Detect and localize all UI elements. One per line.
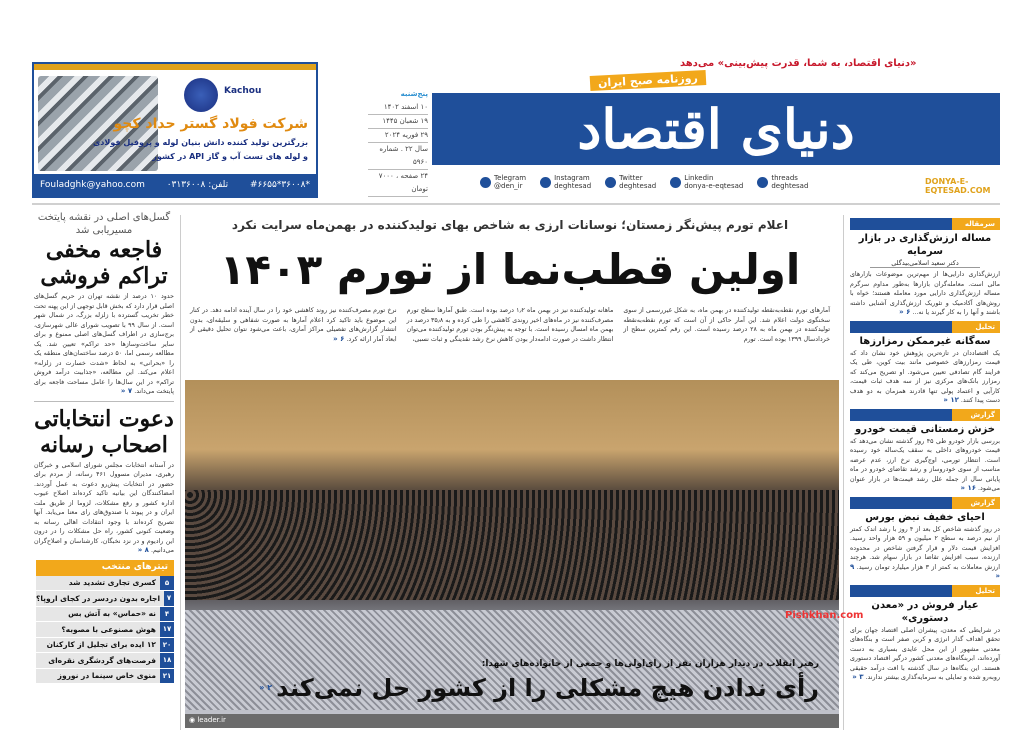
headline-text: ۱۲ ایده برای تجلیل از کارکنان [46, 640, 156, 650]
section-label: گزارش [952, 409, 1000, 421]
telegram-icon [480, 177, 491, 188]
masthead-tagline: روزنامه صبح ایران [590, 70, 706, 91]
side-story-page-ref[interactable]: ۱۶ « [960, 484, 977, 492]
side-story-page-ref[interactable]: ۹ « [850, 562, 1000, 580]
ad-top-bar [34, 64, 316, 70]
newspaper-logo: دنیای اقتصاد [577, 97, 855, 161]
instagram-icon [540, 177, 551, 188]
headline-text: هوش مصنوعی با مصوبه؟ [61, 624, 156, 634]
social-name: Linkedin [684, 174, 714, 182]
headline-text: کسری تجاری تشدید شد [68, 578, 156, 588]
ad-line-2: و لوله های تست آب و گاز API در کشور [152, 152, 308, 161]
social-twitter[interactable] [605, 174, 656, 190]
side-story-headline[interactable]: سه‌گانه غیرممکن رمزارزها [859, 335, 991, 347]
story1-headline[interactable]: فاجعه مخفی تراکم فروشی [40, 237, 168, 289]
headline-text: منوی خاص سینما در نوروز [57, 671, 156, 681]
main-column-2: ماهانه تولیدکننده نیز در بهمن ماه ۱٫۲ درصد بوده است. طبق آمارها سطح تورم مصرف‌کننده نیز در ماه‌های اخیر روندی کاهشی را طی کرده و به ۳۵٫۸ درصد در بهمن ماه امسال رسیده است. با توجه به پیش‌نگر بودن تورم تولیدکننده می‌توان انتظار داشت در صورت ادامه‌دار بودن کاهش نرخ رشد نقدینگی و ثبات نسبی، [406, 307, 614, 343]
story1-kicker: گسل‌های اصلی در نقشه پایتخت مسیریابی شد [37, 212, 171, 236]
section-label: تحلیل [952, 585, 1000, 597]
lunar-date: ۱۹ شعبان ۱۴۴۵ [368, 115, 428, 129]
website-link[interactable]: DONYA-E-EQTESAD.COM [925, 177, 991, 195]
side-story-body [850, 270, 1000, 318]
solar-date: ۱۰ اسفند ۱۴۰۲ [368, 101, 428, 115]
social-handle: deghtesad [554, 182, 592, 190]
side-story [850, 218, 1000, 318]
social-name: Telegram [494, 174, 527, 182]
page-number: ۴ [160, 607, 174, 622]
side-story [850, 321, 1000, 406]
kachou-globe-logo-icon [184, 78, 218, 112]
author: دکتر سعید اسلامی‌بیدگلی [870, 259, 980, 268]
headline-text: نه «حماس» به آتش بس [68, 609, 156, 619]
side-story-body-text: بررسی بازار خودرو طی ۴۵ روز گذشته نشان می‌دهد که قیمت خودروهای داخلی به سقف یک‌ساله خود رسیده است. انتظار تورمی، اوج‌گیری نرخ ارز، عدم عرضه مناسب از سوی خودروساز و رشد تقاضای خودرو در ماه پایانی سال از جمله علل رشد قیمت‌ها در بازار عنوان می‌شود. [850, 437, 1001, 492]
page-number: ۱۸ [160, 653, 174, 668]
headline-text: اجاره بدون دردسر در کجای اروپا؟ [36, 593, 161, 603]
section-bar [850, 497, 1000, 509]
ad-phone: تلفن: ۰۳۱۳۶۰۰۸ [166, 180, 229, 190]
side-story [850, 585, 1000, 683]
watermark: Pishkhan.com [785, 610, 864, 621]
social-instagram[interactable] [540, 174, 591, 190]
selected-headlines [36, 560, 174, 685]
main-photo[interactable] [185, 380, 864, 728]
section-bar [850, 218, 1000, 230]
story2-body [34, 461, 174, 556]
gregorian-date: ۲۹ فوریه ۲۰۲۴ [368, 129, 428, 143]
side-story-headline[interactable]: عیار فروش در «معدن دستوری» [871, 599, 979, 624]
section-bar-fill [850, 585, 952, 597]
photo-headline[interactable] [259, 673, 819, 703]
side-story-headline[interactable]: خزش زمستانی قیمت خودرو [854, 423, 995, 435]
side-story-body [850, 626, 1000, 683]
social-handle: deghtesad [771, 182, 809, 190]
section-bar-fill [850, 218, 952, 230]
social-name: Instagram [554, 174, 590, 182]
page-number: ۵ [160, 576, 174, 591]
crowd-image [185, 490, 839, 600]
side-story-body-text: در روز گذشته شاخص کل بعد از ۴ روز با رشد اندک کمتر از نیم درصد به سطح ۲ میلیون و ۵۹ هزار واحد رسید. افزایش قیمت دلار و قرار گرفتن شاخص در محدوده ارزنده، سبب افزایش تقاضا در بازار سهام شد. هرچند ارزش معاملات به کمتر از ۳ هزار میلیارد تومان رسید. [850, 525, 1000, 571]
column-rule [180, 215, 181, 730]
main-headline[interactable]: اولین قطب‌نما از تورم ۱۴۰۳ [219, 245, 801, 294]
story2-body-text: در آستانه انتخابات مجلس شورای اسلامی و خبرگان رهبری، مدیران مسوول ۴۶۱ رسانه، از مردم برای حضور در انتخابات پیش‌رو دعوت به عمل آوردند. امضاکنندگان این بیانیه تاکید کرده‌اند اصلاح عیوب اداره کشور و رفع مشکلات، لزوما از طریق ملت ایران و در پیوند با صندوق‌های رای معنا می‌یابد. آنها تصریح کرده‌اند با وجود انتقادات اهالی رسانه به وضعیت کنونی کشور، راه حل مشکلات را در درون این رادیوم و در نزد نخبگان، کارشناسان و اصلاح‌گران می‌دانیم. [34, 461, 174, 554]
ad-company-name: شرکت فولاد گستر حداد کچو [113, 116, 308, 132]
page-number: ۷ [164, 591, 174, 606]
ad-code: #۶۶۵۵*۳۶۰۰۸* [249, 180, 310, 190]
photo-headline-text: رأی ندادن هیچ مشکلی را از کشور حل نمی‌کند [276, 674, 819, 702]
selected-headline-item[interactable] [36, 576, 174, 592]
page-number: ۱۷ [160, 622, 174, 637]
side-story-page-ref[interactable]: ۳ « [852, 673, 864, 681]
social-name: threads [771, 174, 798, 182]
photo-credit-text: leader.ir [197, 716, 226, 724]
selected-headline-item[interactable] [36, 622, 174, 638]
section-bar-fill [850, 321, 952, 333]
side-story-page-ref[interactable]: ۱۲ « [943, 396, 959, 404]
selected-headlines-title: تیترهای منتخب [36, 560, 174, 576]
main-kicker: اعلام تورم پیش‌نگر زمستان؛ نوسانات ارزی به شاخص بهای تولیدکننده در بهمن‌ماه سرایت نکرد [231, 218, 789, 232]
social-handle: deghtesad [619, 182, 657, 190]
social-linkedin[interactable] [670, 174, 743, 190]
section-label: گزارش [952, 497, 1000, 509]
selected-headline-item[interactable] [36, 607, 174, 623]
section-bar [850, 321, 1000, 333]
section-bar [850, 585, 1000, 597]
story1-body-text: حدود ۱۰ درصد از نقشه تهران در حریم گسل‌های اصلی قرار دارد که بخش قابل توجهی از این پهنه تحت خطر تخریب گسترده با زلزله بزرگ، در شمال شهر است. از سال ۹۹ با تصویب شورای عالی شهرسازی، برج‌سازی در اطراف گسل‌های اصلی ممنوع و برای سایر ساخت‌وسازها «حد تراکم» تعیین شد. یک مطالعه رسمی اما، ۵۰ درصد ساختمان‌های منطقه یک را «بحرانی» به لحاظ «شدت خسارت در زلزله» اعلام می‌کند. این مطالعه، «جذابیت درآمد فروش تراکم» در این سال‌ها را عامل مساحت فاجعه برای پایتخت می‌داند. [34, 293, 174, 395]
story2-headline[interactable]: دعوت انتخاباتی اصحاب رسانه [34, 405, 174, 458]
story2-page-ref[interactable]: ۸ « [137, 546, 149, 554]
masthead-divider [32, 203, 1000, 205]
social-telegram[interactable] [480, 174, 526, 190]
side-story-body [850, 349, 1000, 406]
side-story-body [850, 437, 1000, 494]
issue-dates [368, 88, 428, 197]
story1-body [34, 292, 174, 397]
selected-headline-item[interactable] [36, 638, 174, 654]
side-story [850, 409, 1000, 494]
social-name: Twitter [619, 174, 643, 182]
column-rule [843, 215, 844, 730]
section-bar-fill [850, 409, 952, 421]
side-story-headline[interactable]: احیای خفیف نبض بورس [865, 511, 985, 523]
side-story-body-text: ارزش‌گذاری دارایی‌ها از مهم‌ترین موضوعات بازارهای مالی است. معامله‌گران بازارها به‌طور مداوم سرگرم مساله ارزش‌گذاری دارایی مورد معامله هستند؛ خواه با روش‌های آکادمیک و تئوریک ارزش‌گذاری آشنایی داشته باشند و آنها را به کار گیرند یا نه... [850, 271, 1000, 316]
social-threads[interactable] [757, 174, 808, 190]
ad-contact-bar [34, 174, 316, 196]
section-bar [850, 409, 1000, 421]
section-label: تحلیل [952, 321, 1000, 333]
side-story-body-text: در شرایطی که معدن، پیشران اصلی اقتصاد جهان برای تحقق اهداف گذار انرژی و کربن صفر است و بنگاه‌های معدنی مشهور از این محل عایدی بسیاری به دست آورده‌اند، ابربنگاه‌های معدنی کشور درگیر اقتصاد دستوری هستند. این بنگاه‌ها در سال گذشته با افت درآمد حقیقی روبه‌رو شده و تمایلی به سرمایه‌گذاری بیشتر ندارند. [850, 626, 1000, 681]
ad-email: Fouladghk@yahoo.com [40, 180, 145, 190]
selected-headline-item[interactable] [36, 653, 174, 669]
selected-headline-item[interactable] [36, 591, 174, 607]
photo-page-ref[interactable]: ۲ « [259, 683, 273, 692]
left-column [34, 211, 174, 684]
selected-headline-item[interactable] [36, 669, 174, 685]
twitter-x-icon [605, 177, 616, 188]
divider [34, 401, 174, 402]
headline-text: فرصت‌های گردشگری نقره‌ای [48, 655, 156, 665]
issue-number: سال ۲۲ . شماره ۵۹۶۰ [368, 143, 428, 170]
social-links [480, 174, 920, 190]
side-story-headline[interactable]: مساله ارزش‌گذاری در بازار سرمایه [858, 233, 992, 257]
threads-icon [757, 177, 768, 188]
side-story-body-text: یک اقتصاددان در تازه‌ترین پژوهش خود نشان داد که قیمت رمزارزهای خصوصی مانند بیت کوین، طی یک فرایند گام تصادفی تعیین می‌شود. او تصریح می‌کند که رمزارز بانک‌های مرکزی نیز از سه هدف ثبات قیمت، کارآیی و اعتماد پولی تنها قادرند همزمان به دو هدف دست پیدا کنند. [850, 349, 1000, 404]
masthead-slogan: «دنیای اقتصاد، به شما، قدرت پیش‌بینی» می‌دهد [680, 58, 917, 69]
photo-subkicker: رهبر انقلاب در دیدار هزاران نفر از رای‌اولی‌ها و جمعی از خانواده‌های شهدا: [481, 659, 819, 669]
page-number: ۲۱ [160, 669, 174, 684]
main-column-1: آمارهای تورم نقطه‌به‌نقطه تولیدکننده در بهمن ماه، به شکل غیررسمی از سوی سخنگوی دولت اعلام شد. این آمار حاکی از آن است که تورم نقطه‌به‌نقطه تولیدکننده در بهمن ماه به ۲۸ درصد رسیده است. این رقم کمترین سطح از خردادسال ۱۳۹۹ بوده است. تورم [623, 307, 830, 343]
page-number: ۲۰ [160, 638, 174, 653]
section-bar-fill [850, 497, 952, 509]
social-handle: donya-e-eqtesad [684, 182, 744, 190]
main-column-3 [190, 306, 397, 344]
story1-page-ref[interactable]: ۷ « [120, 387, 133, 395]
ad-line-1: بزرگترین تولید کننده دانش بنیان لوله و پروفیل فولادی [92, 138, 308, 147]
linkedin-icon [670, 177, 681, 188]
right-column [850, 218, 1000, 686]
photo-credit: ◉ leader.ir [185, 714, 839, 728]
section-label: سرمقاله [952, 218, 1000, 230]
main-column-3-text: نرخ تورم مصرف‌کننده نیز روند کاهشی خود را در سال آینده ادامه دهد. در کنار این موضوع باید تاکید کرد اعلام آمارها به صورت شفاهی و سلیقه‌ای، بدون انتشار گزارش‌های تفصیلی مراکز آماری، باعث می‌شود نتوان تحلیل دقیقی از ابعاد آمار ارائه کرد. [189, 307, 397, 343]
ad-brand: Kachou [224, 86, 262, 96]
side-story-page-ref[interactable]: ۶ « [899, 308, 911, 316]
steel-company-ad[interactable] [32, 62, 318, 198]
social-handle: @den_ir [494, 182, 523, 190]
side-story-body [850, 525, 1000, 582]
main-article-columns [190, 306, 830, 344]
main-page-ref[interactable]: ۶ « [333, 334, 345, 343]
side-story [850, 497, 1000, 582]
weekday: پنج‌شنبه [400, 90, 428, 98]
issue-price: ۲۴ صفحه ، ۷۰۰۰ تومان [368, 170, 428, 197]
